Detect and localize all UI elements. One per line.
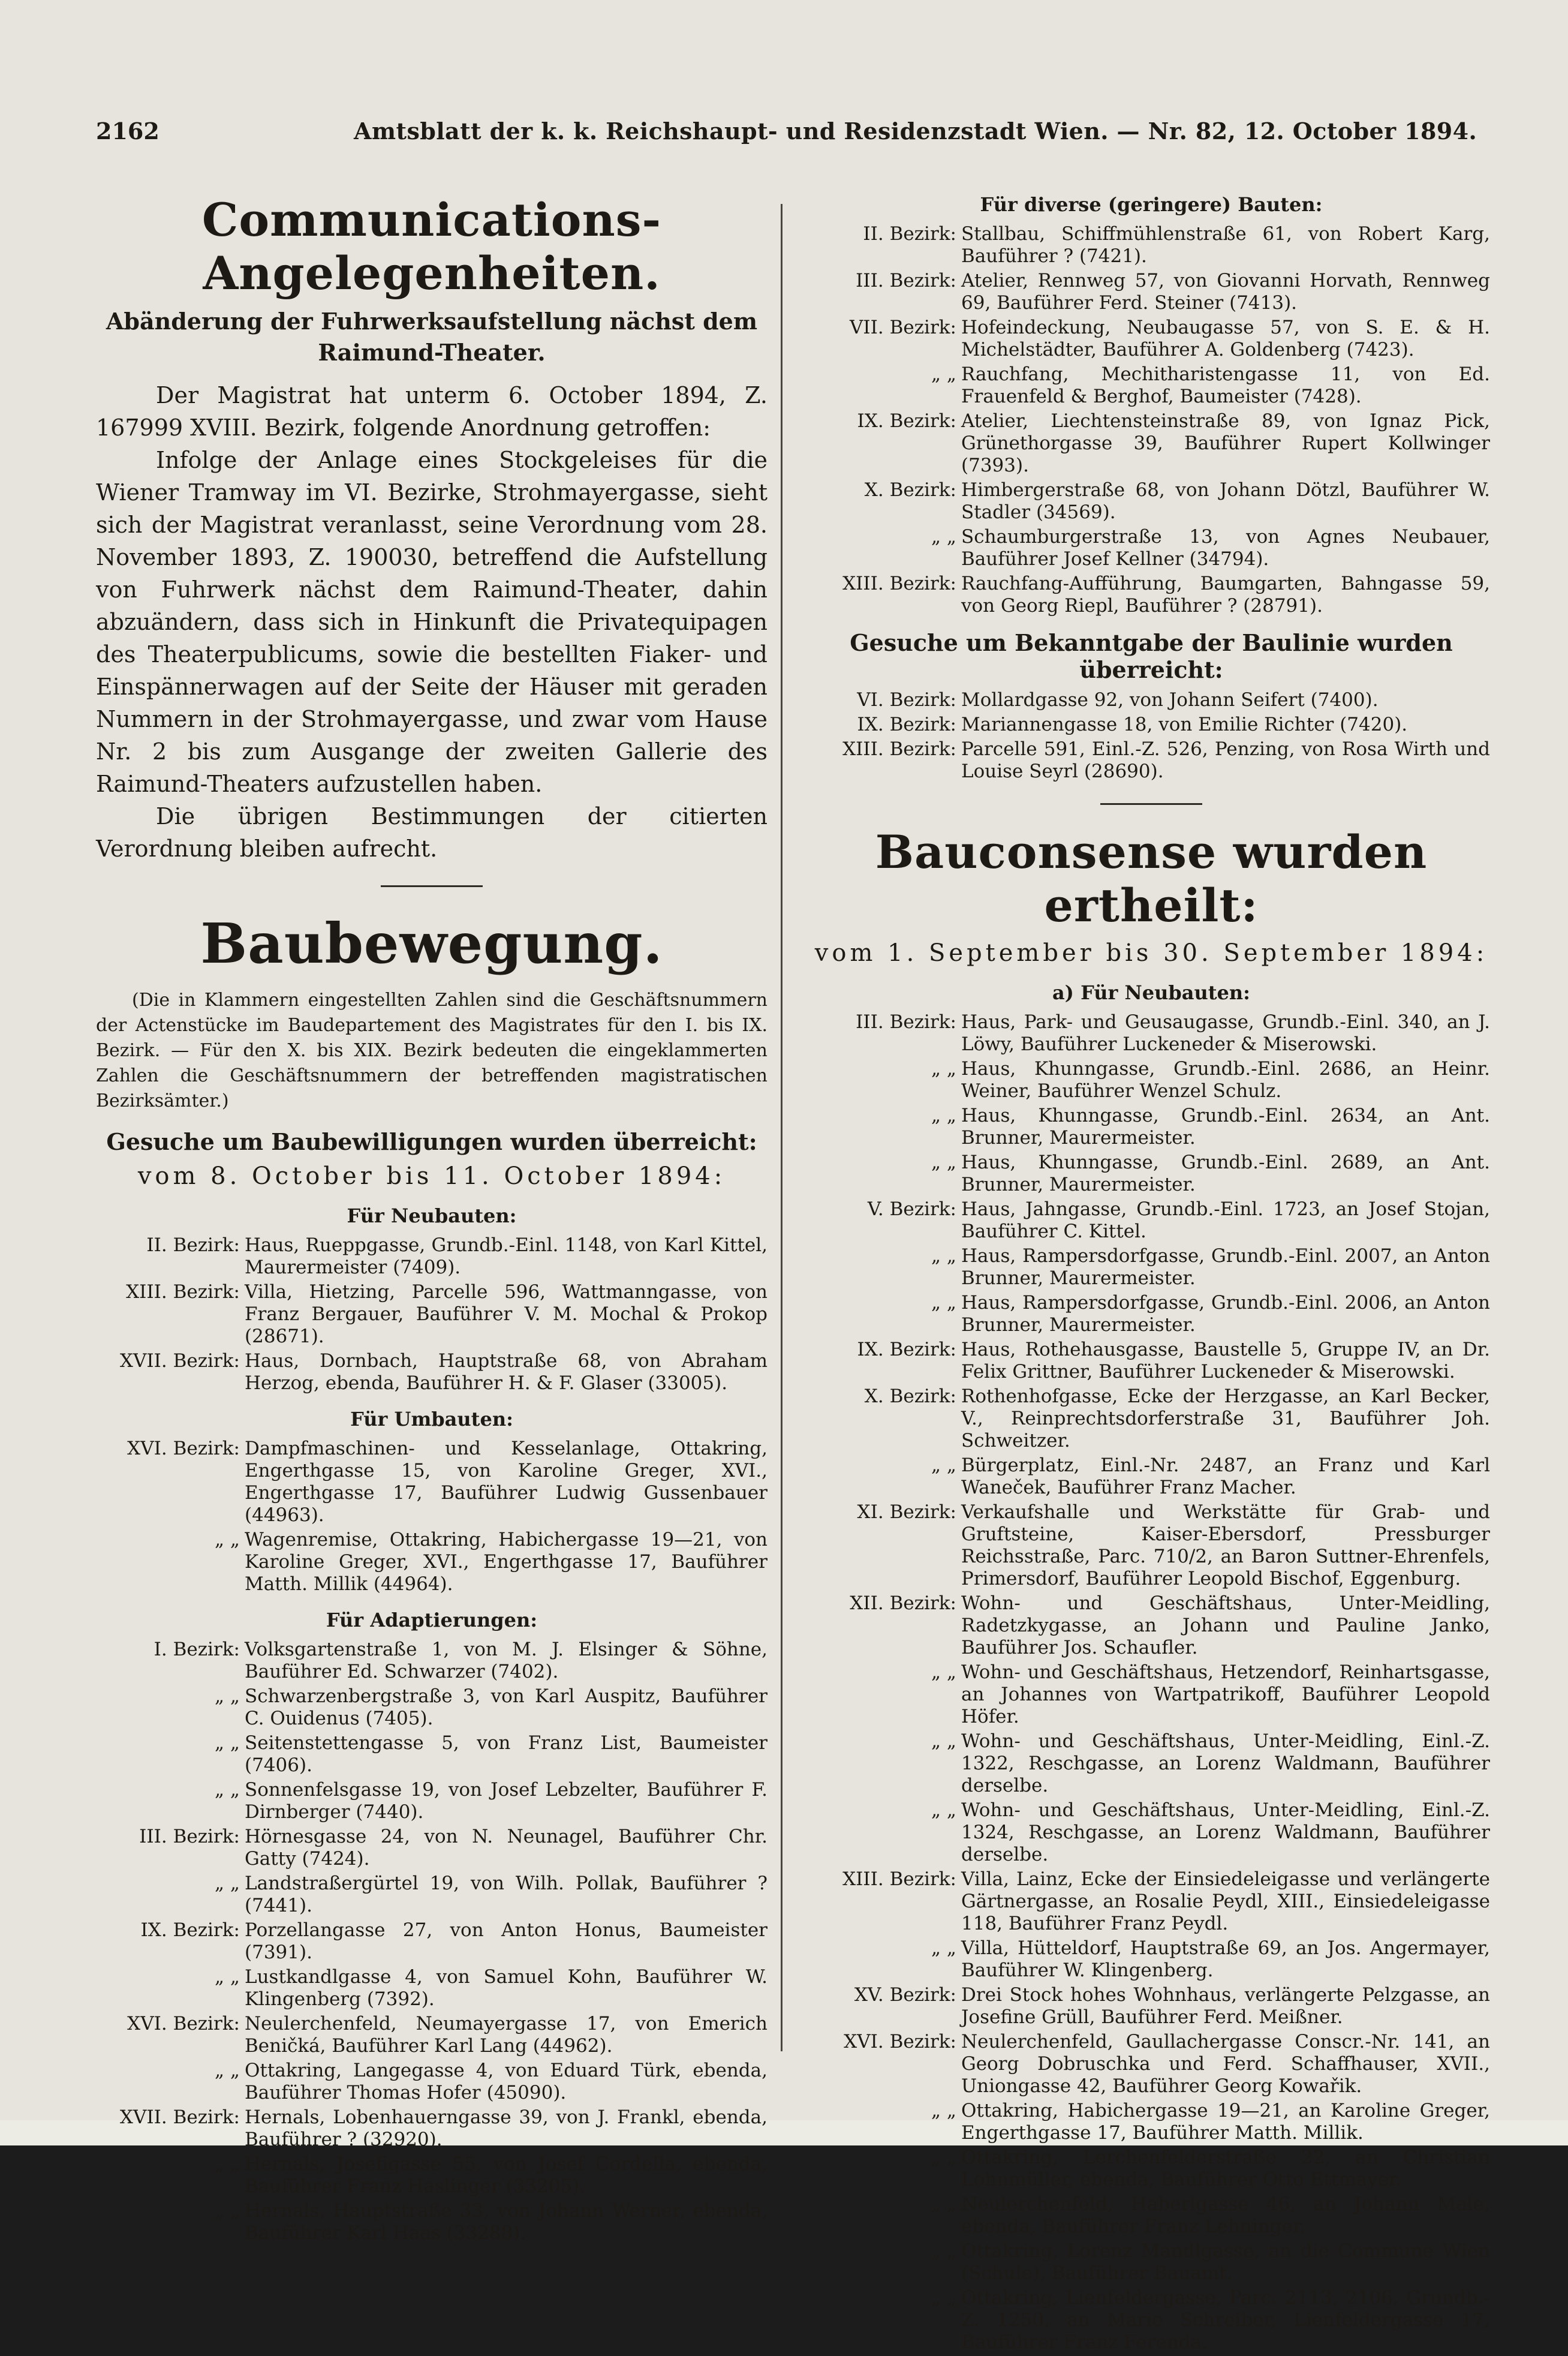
district-label: XVI. Bezirk: xyxy=(844,2031,956,2053)
entry-text: Wohn- und Geschäftshaus, Unter-Meidling, Einl.-Z. 1324, Reschgasse, an Lorenz Waldmann, Bauführer derselbe. xyxy=(961,1799,1490,1865)
entry-text: Stallbau, Schiffmühlenstraße 61, von Robert Karg, Bauführer ? (7421). xyxy=(961,223,1490,267)
entry-text: Mariannengasse 18, von Emilie Richter (7420). xyxy=(961,714,1408,735)
entry-text: Hernals, Hauptstraße 33, von Johann Werner, ebenda, Bauführer Karl Haas (33288). xyxy=(245,2200,768,2244)
district-label: „ „ xyxy=(931,2100,956,2121)
list-item xyxy=(812,2287,1490,2354)
list-item xyxy=(96,1685,768,1730)
district-label: „ „ xyxy=(931,2240,956,2262)
entry-text: Sonnenfelsgasse 19, von Josef Lebzelter, Bauführer F. Dirnberger (7440). xyxy=(245,1779,768,1823)
district-label: XVII. Bezirk: xyxy=(119,2106,240,2128)
list-item xyxy=(96,1529,768,1595)
district-label: II. Bezirk: xyxy=(146,1234,240,1256)
column-divider xyxy=(781,204,783,2051)
entry-text: Rothenhofgasse, Ecke der Herzgasse, an Karl Becker, V., Reinprechtsdorferstraße 31, Bauführer Joh. Schweitzer. xyxy=(961,1386,1490,1452)
district-label: „ „ xyxy=(215,2200,240,2222)
list-item xyxy=(812,1245,1490,1290)
district-label: VII. Bezirk: xyxy=(849,317,956,338)
list-item xyxy=(96,1966,768,2011)
list-item xyxy=(812,410,1490,477)
district-label: „ „ xyxy=(931,2287,956,2309)
entry-text: Hörnesgasse 24, von N. Neunagel, Bauführer Chr. Gatty (7424). xyxy=(245,1826,768,1870)
list-item xyxy=(812,1984,1490,2029)
entry-text: Mollardgasse 92, von Johann Seifert (7400). xyxy=(961,689,1379,711)
district-label: „ „ xyxy=(931,526,956,548)
entry-text: Villa, Lainz, Ecke der Einsiedeleigasse und verlängerte Gärtnergasse, an Rosalie Peydl, XIII., Einsiedeleigasse 118, Bauführer Franz Peydl. xyxy=(961,1868,1490,1934)
district-label: IX. Bezirk: xyxy=(857,1339,956,1360)
umbauten-list xyxy=(96,1438,768,1595)
list-item xyxy=(812,479,1490,524)
list-item xyxy=(812,1152,1490,1196)
list-item xyxy=(812,363,1490,408)
section-separator xyxy=(381,885,483,887)
district-label: „ „ xyxy=(215,1873,240,1894)
list-item xyxy=(96,2200,768,2244)
entry-text: Lustkandlgasse 4, von Samuel Kohn, Bauführer W. Klingenberg (7392). xyxy=(245,1966,768,2010)
baulinie-list xyxy=(812,689,1490,783)
district-label: „ „ xyxy=(215,1779,240,1801)
entry-text: Wagenremise, Ottakring, Habichergasse 19—21, von Karoline Greger, XVI., Engerthgasse 17, Bauführer Matth. Millik (44964). xyxy=(245,1529,768,1595)
list-item xyxy=(96,2013,768,2057)
entry-text: Hernals, Lobenhauerngasse 39, von J. Frankl, ebenda, Bauführer ? (32920). xyxy=(245,2106,768,2150)
entry-text: Haus, Rampersdorfgasse, Grundb.-Einl. 2007, an Anton Brunner, Maurermeister. xyxy=(961,1245,1490,1289)
district-label: XIII. Bezirk: xyxy=(842,738,956,760)
district-label: I. Bezirk: xyxy=(154,1639,240,1660)
list-item xyxy=(812,1339,1490,1383)
list-item xyxy=(96,1438,768,1526)
gesuche-date-line: vom 8. October bis 11. October 1894: xyxy=(137,1162,726,1190)
district-label: „ „ xyxy=(931,1661,956,1683)
entry-text: Schwarzenbergstraße 3, von Karl Auspitz, Bauführer C. Ouidenus (7405). xyxy=(245,1685,768,1729)
district-label: „ „ xyxy=(931,1058,956,1080)
communications-paragraph-2: Infolge der Anlage eines Stockgeleises für die Wiener Tramway im VI. Bezirke, Strohmayergasse, sieht sich der Magistrat veranlasst, seine Verordnung vom 28. November 1893, Z. 190030, betreffend die Aufstellung von Fuhrwerk nächst dem Raimund-Theater, dahin abzuändern, dass sich in Hinkunft die Privatequipagen des Theaterpublicums, sowie die bestellten Fiaker- und Einspännerwagen auf der Seite der Häuser mit geraden Nummern in der Strohmayergasse, und zwar vom Hause Nr. 2 bis zum Ausgange der zweiten Gallerie des Raimund-Theaters aufzustellen haben. xyxy=(96,447,768,797)
list-item xyxy=(812,689,1490,711)
entry-text: Atelier, Rennweg 57, von Giovanni Horvath, Rennweg 69, Bauführer Ferd. Steiner (7413). xyxy=(961,270,1490,314)
list-item xyxy=(96,1281,768,1348)
district-label: „ „ xyxy=(215,1732,240,1754)
bauconsense-neubauten-heading: a) Für Neubauten: xyxy=(1052,981,1250,1004)
district-label: „ „ xyxy=(931,1105,956,1126)
page-header xyxy=(96,118,1477,154)
district-label: XIII. Bezirk: xyxy=(842,573,956,594)
list-item xyxy=(812,1292,1490,1336)
page-number: 2162 xyxy=(96,118,159,145)
district-label: III. Bezirk: xyxy=(856,270,956,292)
entry-text: Neulerchenfeld, Neumayergasse 17, von Emerich Beničká, Bauführer Karl Lang (44962). xyxy=(245,2013,768,2057)
entry-text: Rauchfang-Aufführung, Baumgarten, Bahngasse 59, von Georg Riepl, Bauführer ? (28791). xyxy=(961,573,1490,617)
list-item xyxy=(96,1873,768,1917)
entry-text: Rauchfang, Mechitharistengasse 11, von Ed. Frauenfeld & Berghof, Baumeister (7428). xyxy=(961,363,1490,407)
district-label: „ „ xyxy=(931,2147,956,2168)
list-item xyxy=(812,738,1490,783)
district-label: „ „ xyxy=(215,1529,240,1550)
list-item xyxy=(812,1105,1490,1149)
district-label: XVII. Bezirk: xyxy=(119,1350,240,1372)
list-item xyxy=(812,317,1490,361)
district-label: XV. Bezirk: xyxy=(854,1984,956,2006)
entry-text: Haus, Park- und Geusaugasse, Grundb.-Einl. 340, an J. Löwy, Bauführer Luckeneder & Miserowski. xyxy=(961,1011,1490,1055)
entry-text: Wohn- und Geschäftshaus, Hetzendorf, Reinhartsgasse, an Johannes von Wartpatrikoff, Bauführer Leopold Höfer. xyxy=(961,1661,1490,1727)
bauconsense-date-line: vom 1. September bis 30. September 1894: xyxy=(814,939,1488,967)
entry-text: Ottakring, Lerchenfelderstraße 22, an Christian Lohnmüller, ebenda, Bauführer Otto Ettmayer. xyxy=(961,2147,1490,2190)
list-item xyxy=(812,1868,1490,1935)
list-item xyxy=(96,1350,768,1395)
district-label: III. Bezirk: xyxy=(139,1826,240,1847)
district-label: IX. Bezirk: xyxy=(857,410,956,432)
district-label: „ „ xyxy=(931,2193,956,2215)
entry-text: Schaumburgerstraße 13, von Agnes Neubauer, Bauführer Josef Kellner (34794). xyxy=(961,526,1490,570)
district-label: „ „ xyxy=(931,1245,956,1267)
district-label: VI. Bezirk: xyxy=(857,689,956,711)
district-label: II. Bezirk: xyxy=(863,223,956,245)
neubauten-list xyxy=(96,1234,768,1395)
running-title: Amtsblatt der k. k. Reichshaupt- und Residenzstadt Wien. — Nr. 82, 12. October 1894. xyxy=(354,118,1477,145)
district-label: XVI. Bezirk: xyxy=(127,1438,240,1459)
list-item xyxy=(812,1730,1490,1797)
baulinie-heading: Gesuche um Bekanntgabe der Baulinie wurden überreicht: xyxy=(850,629,1453,683)
right-column xyxy=(812,180,1490,2356)
list-item xyxy=(812,223,1490,268)
list-item xyxy=(96,1732,768,1777)
entry-text: Villa, Hietzing, Parcelle 596, Wattmanngasse, von Franz Bergauer, Bauführer V. M. Mochal & Prokop (28671). xyxy=(245,1281,768,1347)
neubauten-heading: Für Neubauten: xyxy=(347,1204,517,1227)
entry-text: Haus, Khunngasse, Grundb.-Einl. 2634, an Ant. Brunner, Maurermeister. xyxy=(961,1105,1490,1149)
district-label: IX. Bezirk: xyxy=(140,1919,240,1941)
list-item xyxy=(812,2147,1490,2191)
list-item xyxy=(812,1198,1490,1243)
list-item xyxy=(96,1826,768,1870)
district-label: X. Bezirk: xyxy=(864,1386,956,1407)
list-item xyxy=(96,1234,768,1279)
entry-text: Hernals, Josefigasse 55, von Josef Cordella, ebenda, Bauführer Franz Haslinger (33205). xyxy=(245,2153,768,2197)
entry-text: Neulerchenfeld, Haberlgasse 46, an Johann Male, ebenda, Bauführer Franz Lehninger. xyxy=(961,2193,1490,2237)
left-column xyxy=(96,180,768,2247)
district-label: „ „ xyxy=(931,1152,956,1173)
entry-text: Wohn- und Geschäftshaus, Unter-Meidling, Radetzkygasse, an Johann und Pauline Janko, Bauführer Jos. Schaufler. xyxy=(961,1592,1490,1658)
list-item xyxy=(812,2193,1490,2238)
district-label: XIII. Bezirk: xyxy=(842,1868,956,1890)
diverse-list xyxy=(812,223,1490,617)
entry-text: Hofeindeckung, Neubaugasse 57, von S. E. & H. Michelstädter, Bauführer A. Goldenberg (7423). xyxy=(961,317,1490,360)
entry-text: Haus, Dornbach, Hauptstraße 68, von Abraham Herzog, ebenda, Bauführer H. & F. Glaser (33005). xyxy=(245,1350,768,1394)
entry-text: Dampfmaschinen- und Kesselanlage, Ottakring, Engerthgasse 15, von Karoline Greger, XVI., Engerthgasse 17, Bauführer Ludwig Gussenbauer (44963). xyxy=(245,1438,768,1526)
gesuche-heading: Gesuche um Baubewilligungen wurden überreicht: xyxy=(106,1128,757,1155)
entry-text: Neulerchenfeld, Gaullachergasse Conscr.-Nr. 141, an Georg Dobruschka und Ferd. Schaffhauser, XVII., Uniongasse 42, Bauführer Georg Kowařik. xyxy=(961,2031,1490,2097)
entry-text: Landstraßergürtel 19, von Wilh. Pollak, Bauführer ? (7441). xyxy=(245,1873,768,1916)
entry-text: Ottakring, Langegasse 4, von Eduard Türk, ebenda, Bauführer Thomas Hofer (45090). xyxy=(245,2060,768,2103)
adaptierungen-list xyxy=(96,1639,768,2244)
district-label: XIII. Bezirk: xyxy=(126,1281,240,1303)
list-item xyxy=(96,2153,768,2198)
list-item xyxy=(812,2240,1490,2285)
district-label: XI. Bezirk: xyxy=(857,1501,956,1523)
list-item xyxy=(812,1592,1490,1659)
entry-text: Haus, Rueppgasse, Grundb.-Einl. 1148, von Karl Kittel, Maurermeister (7409). xyxy=(245,1234,768,1278)
communications-paragraph-1: Der Magistrat hat unterm 6. October 1894, Z. 167999 XVIII. Bezirk, folgende Anordnung getroffen: xyxy=(96,382,768,441)
entry-text: Haus, Rampersdorfgasse, Grundb.-Einl. 2006, an Anton Brunner, Maurermeister. xyxy=(961,1292,1490,1336)
communications-title: Communications-Angelegenheiten. xyxy=(201,193,662,300)
section-separator xyxy=(1100,803,1202,805)
list-item xyxy=(812,1011,1490,1056)
list-item xyxy=(812,573,1490,617)
entry-text: Villa, Hütteldorf, Hauptstraße 69, an Jos. Angermayer, Bauführer W. Klingenberg. xyxy=(961,1937,1490,1981)
list-item xyxy=(812,270,1490,314)
entry-text: Himbergerstraße 68, von Johann Dötzl, Bauführer W. Stadler (34569). xyxy=(961,479,1490,523)
list-item xyxy=(812,714,1490,736)
umbauten-heading: Für Umbauten: xyxy=(350,1408,513,1431)
district-label: IX. Bezirk: xyxy=(857,714,956,735)
entry-text: Haus, Rothehausgasse, Baustelle 5, Gruppe IV, an Dr. Felix Grittner, Bauführer Luckeneder & Miserowski. xyxy=(961,1339,1490,1383)
district-label: XVI. Bezirk: xyxy=(127,2013,240,2035)
list-item xyxy=(96,1779,768,1823)
list-item xyxy=(812,1501,1490,1590)
list-item xyxy=(96,1919,768,1964)
list-item xyxy=(812,1937,1490,1982)
list-item xyxy=(812,2031,1490,2097)
entry-text: Drei Stock hohes Wohnhaus, verlängerte Pelzgasse, an Josefine Grüll, Bauführer Ferd. Meißner. xyxy=(961,1984,1490,2028)
district-label: X. Bezirk: xyxy=(864,479,956,501)
district-label: „ „ xyxy=(931,1730,956,1752)
entry-text: Seitenstettengasse 5, von Franz List, Baumeister (7406). xyxy=(245,1732,768,1776)
district-label: „ „ xyxy=(215,2153,240,2175)
entry-text: Ottakring, Lorenz Mandlgasse, an die Commune Wien (Schule), Bauführer Bauamt. xyxy=(961,2240,1490,2284)
baubewegung-note: (Die in Klammern eingestellten Zahlen sind die Geschäftsnummern der Actenstücke im Baudepartement des Magistrates für den I. bis IX. Bezirk. — Für den X. bis XIX. Bezirk bedeuten die eingeklammerten Zahlen die Geschäftsnummern der betreffenden magistratischen Bezirksämter.) xyxy=(96,990,768,1111)
list-item xyxy=(812,1058,1490,1102)
district-label: „ „ xyxy=(931,1455,956,1476)
entry-text: Verkaufshalle und Werkstätte für Grab- und Gruftsteine, Kaiser-Ebersdorf, Pressburger Reichsstraße, Parc. 710/2, an Baron Suttner-Ehrenfels, Primersdorf, Bauführer Leopold Bischof, Eggenburg. xyxy=(961,1501,1490,1589)
entry-text: Wohn- und Geschäftshaus, Unter-Meidling, Einl.-Z. 1322, Reschgasse, an Lorenz Waldmann, Bauführer derselbe. xyxy=(961,1730,1490,1796)
entry-text: Volksgartenstraße 1, von M. J. Elsinger & Söhne, Bauführer Ed. Schwarzer (7402). xyxy=(245,1639,768,1682)
district-label: „ „ xyxy=(215,2060,240,2081)
bauconsense-title: Bauconsense wurden ertheilt: xyxy=(875,825,1428,932)
list-item xyxy=(812,526,1490,570)
adaptierungen-heading: Für Adaptierungen: xyxy=(326,1609,538,1631)
district-label: „ „ xyxy=(215,1966,240,1988)
district-label: „ „ xyxy=(931,363,956,385)
entry-text: Atelier, Liechtensteinstraße 89, von Ignaz Pick, Grünethorgasse 39, Bauführer Rupert Kollwinger (7393). xyxy=(961,410,1490,476)
entry-text: Haus, Khunngasse, Grundb.-Einl. 2689, an Ant. Brunner, Maurermeister. xyxy=(961,1152,1490,1195)
district-label: „ „ xyxy=(215,1685,240,1707)
list-item xyxy=(812,1799,1490,1866)
baubewegung-title: Baubewegung. xyxy=(200,911,663,976)
district-label: „ „ xyxy=(931,1937,956,1959)
list-item xyxy=(96,2106,768,2151)
entry-text: Haus, Khunngasse, Grundb.-Einl. 2686, an Heinr. Weiner, Bauführer Wenzel Schulz. xyxy=(961,1058,1490,1102)
diverse-heading: Für diverse (geringere) Bauten: xyxy=(980,193,1323,216)
bauconsense-list xyxy=(812,1011,1490,2354)
list-item xyxy=(96,2060,768,2104)
entry-text: Parcelle 591, Einl.-Z. 526, Penzing, von Rosa Wirth und Louise Seyrl (28690). xyxy=(961,738,1490,782)
district-label: XII. Bezirk: xyxy=(850,1592,956,1614)
entry-text: Ottakring, Habichergasse 19—21, an Karoline Greger, Engerthgasse 17, Bauführer Matth. Millik. xyxy=(961,2100,1490,2144)
entry-text: Haus, Jahngasse, Grundb.-Einl. 1723, an Josef Stojan, Bauführer C. Kittel. xyxy=(961,1198,1490,1242)
communications-subtitle: Abänderung der Fuhrwerksaufstellung nächst dem Raimund-Theater. xyxy=(106,308,758,366)
entry-text: Ottakring, Lienfeldergasse, Parc. 2113, 2106, Grundb.-Z. 1250, an Marie Schreiber, Lienfeldergasse 17, Bauführer Franz Ferenda. xyxy=(961,2287,1490,2353)
entry-text: Bürgerplatz, Einl.-Nr. 2487, an Franz und Karl Waneček, Bauführer Franz Macher. xyxy=(961,1455,1490,1498)
list-item xyxy=(96,1639,768,1683)
district-label: „ „ xyxy=(931,1799,956,1821)
entry-text: Porzellangasse 27, von Anton Honus, Baumeister (7391). xyxy=(245,1919,768,1963)
district-label: V. Bezirk: xyxy=(867,1198,956,1220)
district-label: „ „ xyxy=(931,1292,956,1314)
list-item xyxy=(812,1661,1490,1728)
list-item xyxy=(812,1455,1490,1499)
list-item xyxy=(812,2100,1490,2144)
district-label: III. Bezirk: xyxy=(856,1011,956,1033)
list-item xyxy=(812,1386,1490,1452)
communications-paragraph-3: Die übrigen Bestimmungen der citierten Verordnung bleiben aufrecht. xyxy=(96,803,768,862)
